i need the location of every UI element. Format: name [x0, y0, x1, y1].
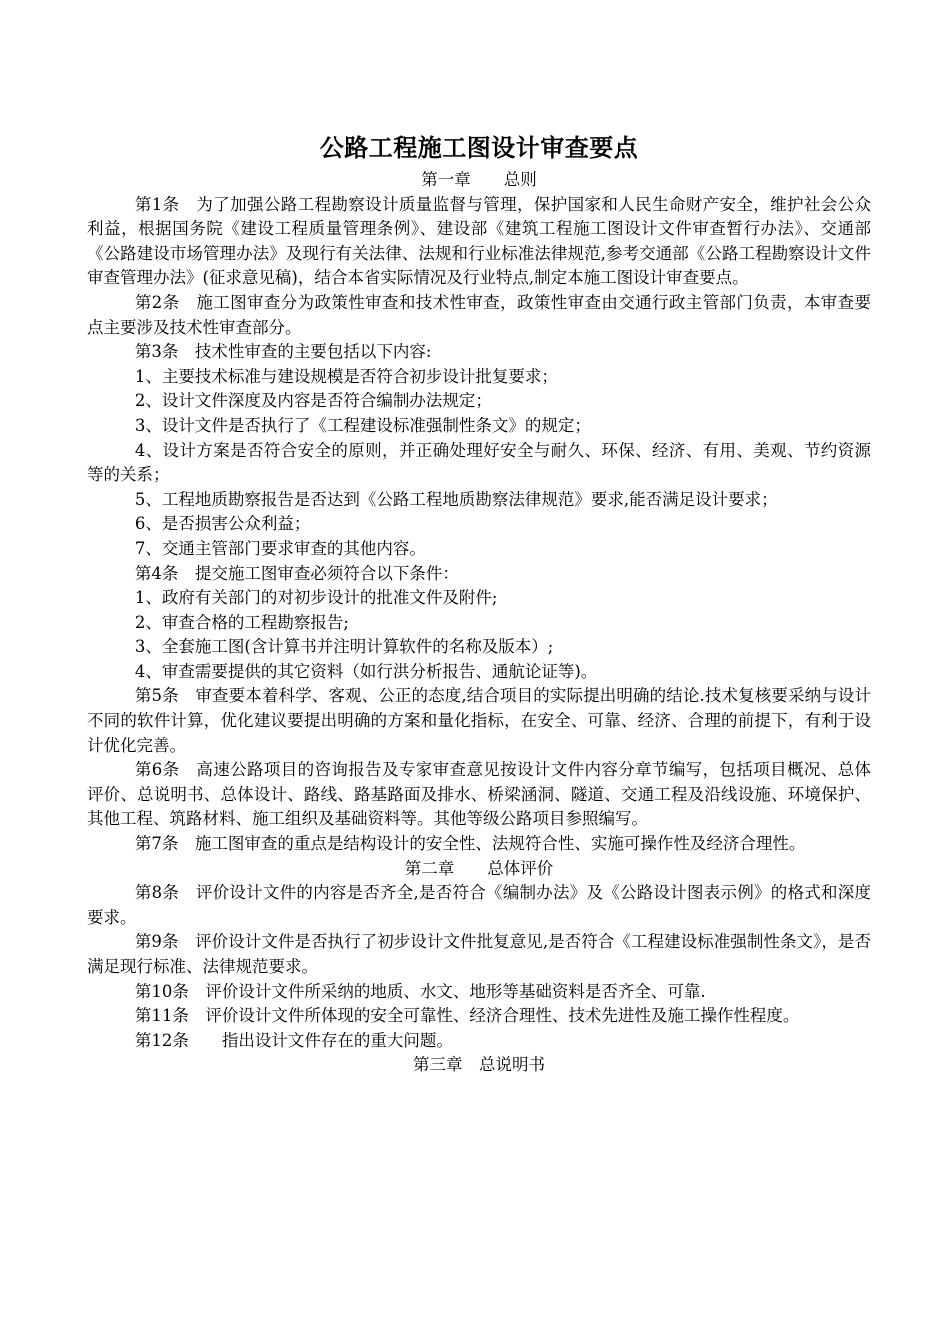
article-1: 第1条 为了加强公路工程勘察设计质量监督与管理，保护国家和人民生命财产安全，维护社会公众利益，根据国务院《建设工程质量管理条例》、建设部《建筑工程施工图设计文件审查暂行办法》、交通部《公路建设市场管理办法》及现行有关法律、法规和行业标准法律规范,参考交通部《公路工程勘察设计文件审查管理办法》(征求意见稿)，结合本省实际情况及行业特点,制定本施工图设计审查要点。	[87, 194, 871, 288]
article-3-item-6: 6、是否损害公众利益；	[134, 514, 311, 534]
document-title: 公路工程施工图设计审查要点	[319, 134, 639, 162]
article-4-item-4: 4、审查需要提供的其它资料（如行洪分析报告、通航论证等)。	[134, 661, 598, 681]
article-5: 第5条 审查要本着科学、客观、公正的态度,结合项目的实际提出明确的结论.技术复核要采纳与设计不同的软件计算，优化建议要提出明确的方案和量化指标，在安全、可靠、经济、合理的前提下，有利于设计优化完善。	[87, 686, 871, 755]
article-6: 第6条 高速公路项目的咨询报告及专家审查意见按设计文件内容分章节编写，包括项目概况、总体评价、总说明书、总体设计、路线、路基路面及排水、桥梁涵洞、隧道、交通工程及沿线设施、环境保护、其他工程、筑路材料、施工组织及基础资料等。其他等级公路项目参照编写。	[87, 760, 871, 829]
article-3-item-3: 3、设计文件是否执行了《工程建设标准强制性条文》的规定；	[134, 415, 591, 435]
article-8: 第8条 评价设计文件的内容是否齐全,是否符合《编制办法》及《公路设计图表示例》的格式和深度要求。	[87, 883, 871, 927]
chapter-heading-2: 第二章 总体评价	[404, 858, 554, 878]
chapter-heading-3: 第三章 总说明书	[413, 1055, 545, 1075]
document-page	[87, 130, 871, 1078]
article-4-item-2: 2、审查合格的工程勘察报告;	[134, 612, 349, 632]
article-3: 第3条 技术性审查的主要包括以下内容:	[134, 342, 432, 362]
article-4-item-3: 3、全套施工图(含计算书并注明计算软件的名称及版本）;	[134, 637, 554, 657]
article-2: 第2条 施工图审查分为政策性审查和技术性审查，政策性审查由交通行政主管部门负责，本审查要点主要涉及技术性审查部分。	[87, 292, 871, 337]
article-3-item-4: 4、设计方案是否符合安全的原则，并正确处理好安全与耐久、环保、经济、有用、美观、节约资源等的关系；	[87, 440, 871, 485]
article-3-item-7: 7、交通主管部门要求审查的其他内容。	[134, 538, 426, 558]
article-9: 第9条 评价设计文件是否执行了初步设计文件批复意见,是否符合《工程建设标准强制性条文》，是否满足现行标准、法律规范要求。	[87, 932, 871, 976]
article-4-item-1: 1、政府有关部门的对初步设计的批准文件及附件;	[134, 588, 498, 608]
article-10: 第10条 评价设计文件所采纳的地质、水文、地形等基础资料是否齐全、可靠.	[134, 981, 706, 1001]
article-12: 第12条 指出设计文件存在的重大问题。	[134, 1030, 453, 1050]
article-7: 第7条 施工图审查的重点是结构设计的安全性、法规符合性、实施可操作性及经济合理性。	[134, 834, 806, 854]
chapter-heading-1: 第一章 总则	[421, 170, 537, 189]
article-3-item-5: 5、工程地质勘察报告是否达到《公路工程地质勘察法律规范》要求,能否满足设计要求；	[134, 489, 778, 509]
article-3-item-2: 2、设计文件深度及内容是否符合编制办法规定；	[134, 391, 492, 411]
article-4: 第4条 提交施工图审查必须符合以下条件：	[134, 563, 459, 583]
article-11: 第11条 评价设计文件所体现的安全可靠性、经济合理性、技术先进性及施工操作性程度。	[134, 1006, 800, 1026]
article-3-item-1: 1、主要技术标准与建设规模是否符合初步设计批复要求；	[134, 366, 558, 386]
